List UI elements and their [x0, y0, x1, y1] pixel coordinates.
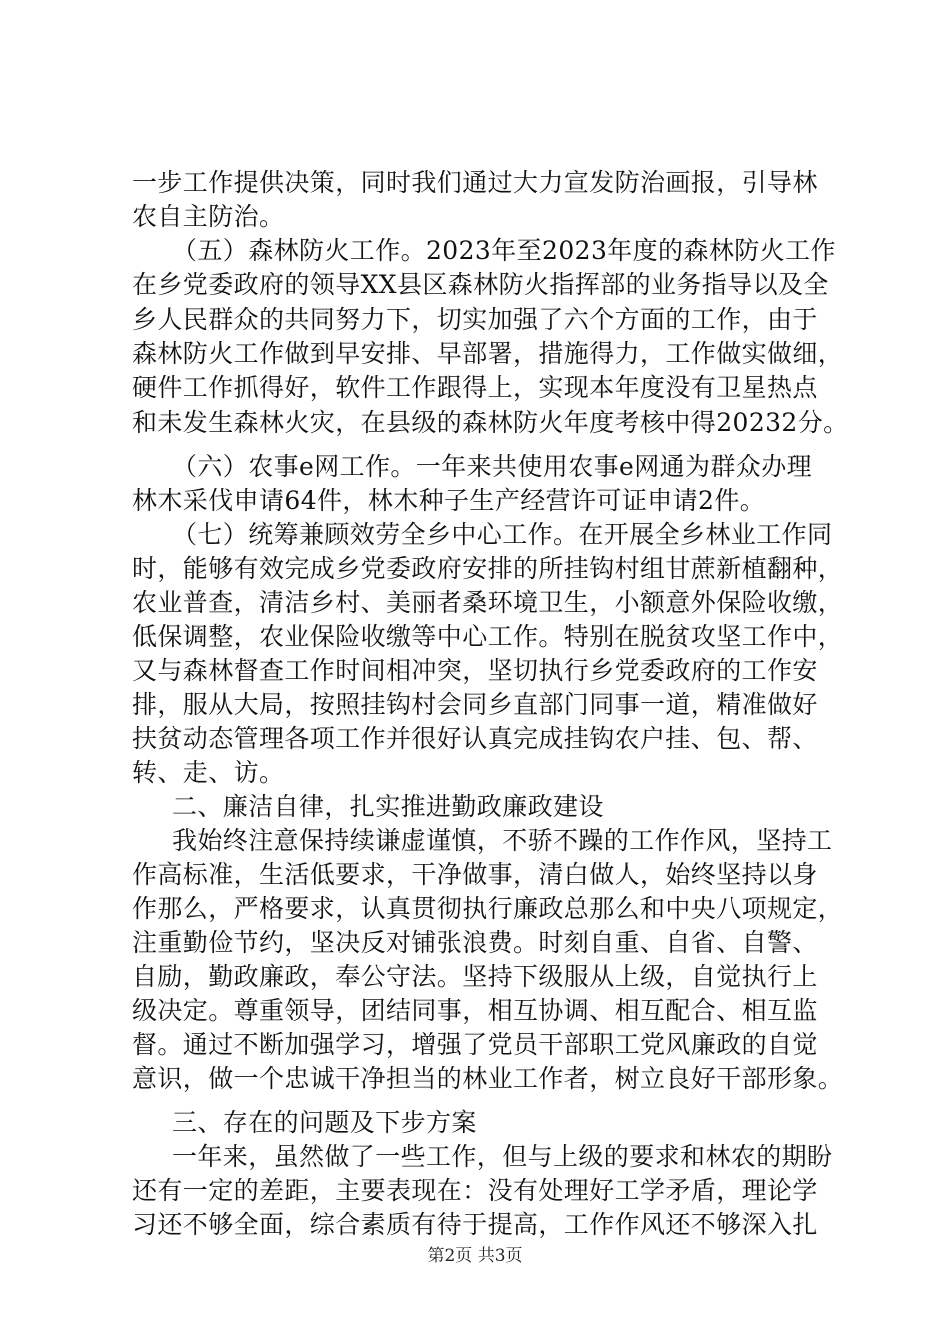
body-text-line: 乡人民群众的共同努力下，切实加强了六个方面的工作，由于	[132, 305, 818, 334]
body-text-line: 自励，勤政廉政，奉公守法。坚持下级服从上级，自觉执行上	[132, 962, 818, 991]
page-number-footer: 第2页 共3页	[427, 1246, 523, 1266]
body-text-line: 排，服从大局，按照挂钩村会同乡直部门同事一道，精准做好	[132, 690, 818, 719]
body-text-line: 还有一定的差距，主要表现在：没有处理好工学矛盾，理论学	[132, 1176, 818, 1205]
body-text-line: 我始终注意保持续谦虚谨慎，不骄不躁的工作作风，坚持工	[172, 826, 833, 855]
body-text-line: 低保调整，农业保险收缴等中心工作。特别在脱贫攻坚工作中，	[132, 622, 844, 651]
body-text-line: （五）森林防火工作。2023年至2023年度的森林防火工作	[172, 236, 836, 265]
body-text-line: 一步工作提供决策，同时我们通过大力宣发防治画报，引导林	[132, 168, 818, 197]
body-text-line: 时，能够有效完成乡党委政府安排的所挂钩村组甘蔗新植翻种，	[132, 554, 844, 583]
body-text-line: 和未发生森林火灾，在县级的森林防火年度考核中得20232分。	[132, 408, 849, 437]
body-text-line: （七）统筹兼顾效劳全乡中心工作。在开展全乡林业工作同	[172, 520, 833, 549]
body-text-line: 作那么，严格要求，认真贯彻执行廉政总那么和中央八项规定，	[132, 894, 844, 923]
body-text-line: 森林防火工作做到早安排、早部署，措施得力，工作做实做细，	[132, 339, 844, 368]
body-text-line: 农自主防治。	[132, 202, 285, 231]
section-heading: 二、廉洁自律，扎实推进勤政廉政建设	[172, 792, 604, 821]
body-text-line: 又与森林督查工作时间相冲突，坚切执行乡党委政府的工作安	[132, 656, 818, 685]
body-text-line: 农业普查，清洁乡村、美丽者桑环境卫生，小额意外保险收缴，	[132, 588, 844, 617]
body-text-line: （六）农事e网工作。一年来共使用农事e网通为群众办理	[172, 452, 812, 481]
body-text-line: 作高标准，生活低要求，干净做事，清白做人，始终坚持以身	[132, 860, 818, 889]
body-text-line: 扶贫动态管理各项工作并很好认真完成挂钩农户挂、包、帮、	[132, 724, 818, 753]
section-heading: 三、存在的问题及下步方案	[172, 1108, 477, 1137]
body-text-line: 转、走、访。	[132, 758, 285, 787]
body-text-line: 注重勤俭节约，坚决反对铺张浪费。时刻自重、自省、自警、	[132, 928, 818, 957]
body-text-line: 硬件工作抓得好，软件工作跟得上，实现本年度没有卫星热点	[132, 373, 818, 402]
body-text-line: 林木采伐申请64件，林木种子生产经营许可证申请2件。	[132, 486, 766, 515]
body-text-line: 一年来，虽然做了一些工作，但与上级的要求和林农的期盼	[172, 1142, 833, 1171]
body-text-line: 级决定。尊重领导，团结同事，相互协调、相互配合、相互监	[132, 996, 818, 1025]
body-text-line: 习还不够全面，综合素质有待于提高，工作作风还不够深入扎	[132, 1210, 818, 1239]
body-text-line: 意识，做一个忠诚干净担当的林业工作者，树立良好干部形象。	[132, 1064, 844, 1093]
body-text-line: 督。通过不断加强学习，增强了党员干部职工党风廉政的自觉	[132, 1030, 818, 1059]
body-text-line: 在乡党委政府的领导XX县区森林防火指挥部的业务指导以及全	[132, 270, 829, 299]
